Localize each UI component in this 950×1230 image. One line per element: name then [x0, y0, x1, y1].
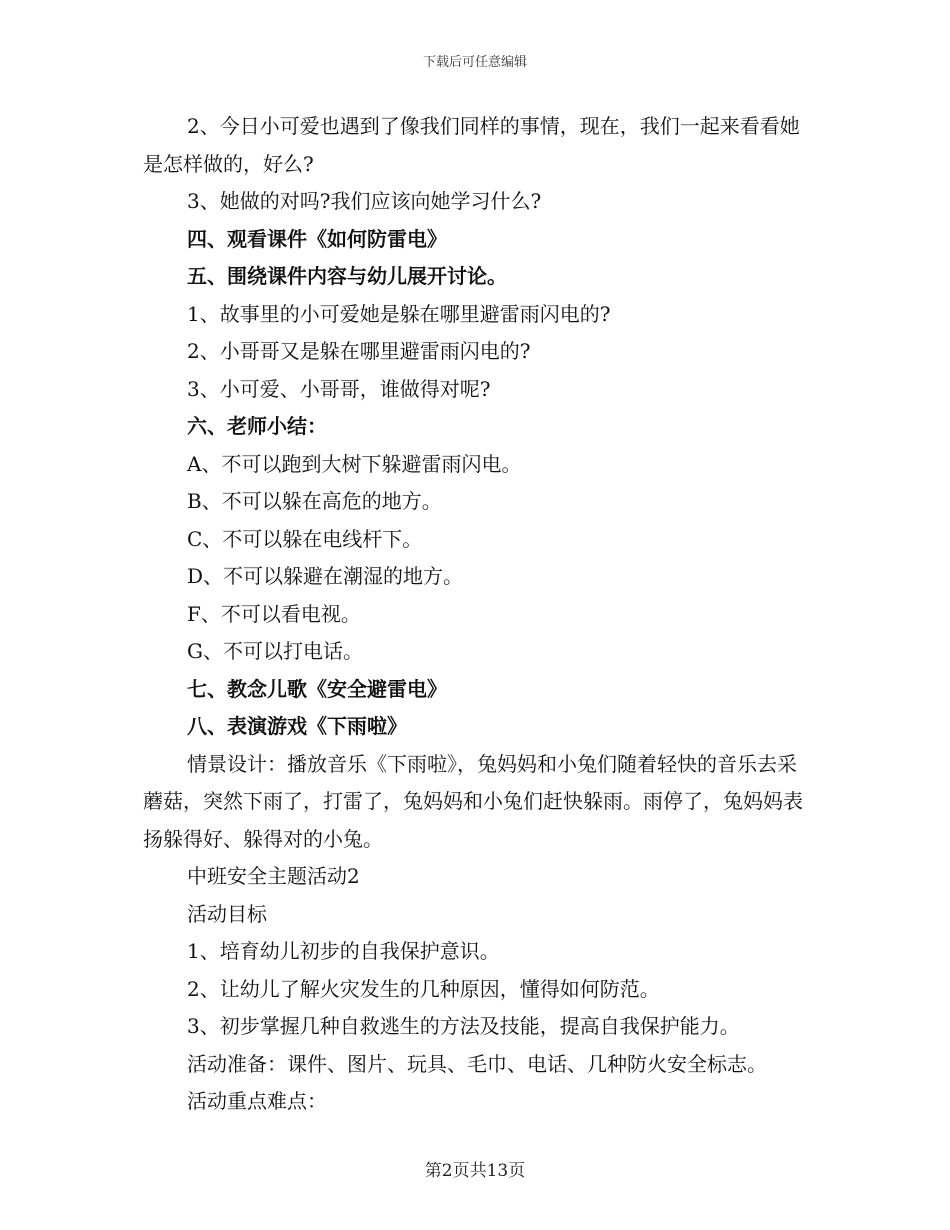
- paragraph: F、不可以看电视。: [187, 601, 361, 626]
- paragraph: 2、让幼儿了解火灾发生的几种原因，懂得如何防范。: [187, 976, 660, 1001]
- paragraph: 3、小可爱、小哥哥，谁做得对呢?: [187, 376, 491, 401]
- paragraph: C、不可以躲在电线杆下。: [187, 526, 423, 551]
- paragraph: B、不可以躲在高危的地方。: [187, 489, 442, 513]
- page-footer: 第2页共13页: [424, 1161, 526, 1181]
- paragraph: 1、培育幼儿初步的自我保护意识。: [187, 939, 500, 963]
- paragraph: 八、表演游戏《下雨啦》: [187, 714, 407, 738]
- paragraph: 3、初步掌握几种自救逃生的方法及技能，提高自我保护能力。: [187, 1014, 740, 1038]
- document-body: [143, 108, 807, 1121]
- paragraph: D、不可以躲避在潮湿的地方。: [187, 564, 464, 588]
- paragraph: 四、观看课件《如何防雷电》: [187, 226, 447, 251]
- paragraph: 1、故事里的小可爱她是躲在哪里避雷雨闪电的?: [187, 301, 611, 326]
- paragraph: 2、今日小可爱也遇到了像我们同样的事情，现在，我们一起来看看她是怎样做的，好么?: [143, 114, 800, 176]
- paragraph: 五、围绕课件内容与幼儿展开讨论。: [187, 264, 507, 288]
- paragraph: G、不可以打电话。: [187, 639, 363, 663]
- paragraph: 七、教念儿歌《安全避雷电》: [187, 676, 447, 701]
- paragraph: 活动目标: [187, 901, 267, 926]
- paragraph: 中班安全主题活动2: [187, 864, 360, 888]
- paragraph: 活动重点难点：: [187, 1089, 327, 1113]
- paragraph: 2、小哥哥又是躲在哪里避雷雨闪电的?: [187, 339, 531, 363]
- paragraph: 六、老师小结：: [187, 414, 327, 438]
- paragraph: 情景设计：播放音乐《下雨啦》，兔妈妈和小兔们随着轻快的音乐去采蘑菇，突然下雨了，打雷了，兔妈妈和小兔们赶快躲雨。雨停了，兔妈妈表扬躲得好、躲得对的小兔。: [143, 751, 803, 851]
- paragraph: A、不可以跑到大树下躲避雷雨闪电。: [187, 451, 522, 476]
- paragraph: 3、她做的对吗?我们应该向她学习什么?: [187, 189, 542, 213]
- page-header: 下载后可任意编辑: [422, 55, 527, 70]
- paragraph: 活动准备：课件、图片、玩具、毛巾、电话、几种防火安全标志。: [187, 1051, 767, 1076]
